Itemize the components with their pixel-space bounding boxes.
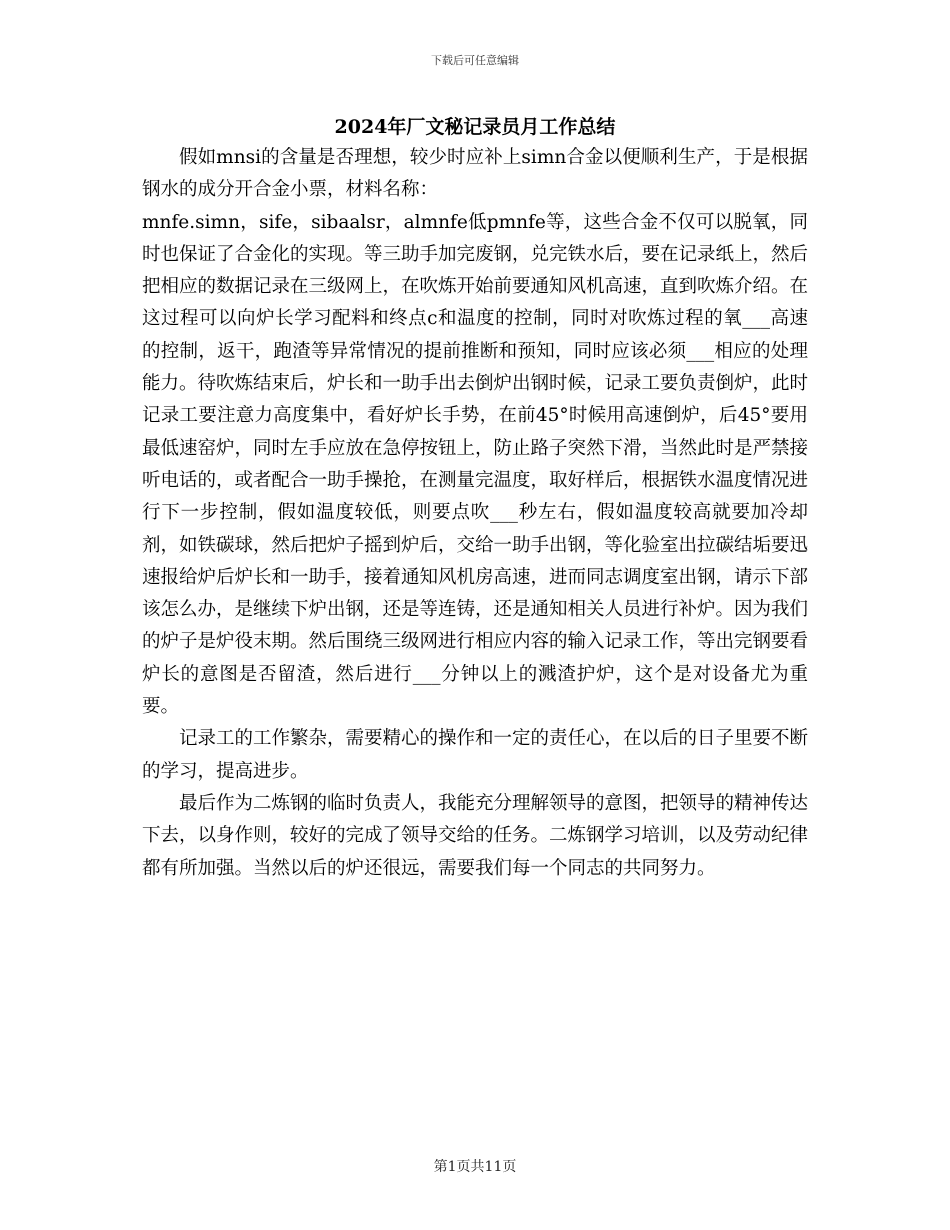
page-header-note: 下载后可任意编辑 bbox=[431, 54, 519, 67]
document-body bbox=[142, 112, 808, 885]
paragraph-3: 记录工的工作繁杂，需要精心的操作和一定的责任心，在以后的日子里要不断的学习，提高进步。 bbox=[142, 728, 809, 782]
paragraph-4: 最后作为二炼钢的临时负责人，我能充分理解领导的意图，把领导的精神传达下去，以身作则，较好的完成了领导交给的任务。二炼钢学习培训，以及劳动纪律都有所加强。当然以后的炉还很远，需要我们每一个同志的共同努力。 bbox=[142, 792, 809, 879]
paragraph-2: mnfe.simn，sife，sibaalsr，almnfe低pmnfe等，这些合金不仅可以脱氧，同时也保证了合金化的实现。等三助手加完废钢，兑完铁水后，要在记录纸上，然后把相应的数据记录在三级网上，在吹炼开始前要通知风机高速，直到吹炼介绍。在这过程可以向炉长学习配料和终点c和温度的控制，同时对吹炼过程的氧___高速的控制，返干，跑渣等异常情况的提前推断和预知，同时应该必须___相应的处理能力。待吹炼结束后，炉长和一助手出去倒炉出钢时候，记录工要负责倒炉，此时记录工要注意力高度集中，看好炉长手势，在前45°时候用高速倒炉，后45°要用最低速窑炉，同时左手应放在急停按钮上，防止路子突然下滑，当然此时是严禁接听电话的，或者配合一助手操抢，在测量完温度，取好样后，根据铁水温度情况进行下一步控制，假如温度较低，则要点吹___秒左右，假如温度较高就要加冷却剂，如铁碳球，然后把炉子摇到炉后，交给一助手出钢，等化验室出拉碳结垢要迅速报给炉后炉长和一助手，接着通知风机房高速，进而同志调度室出钢，请示下部该怎么办，是继续下炉出钢，还是等连铸，还是通知相关人员进行补炉。因为我们的炉子是炉役末期。然后围绕三级网进行相应内容的输入记录工作，等出完钢要看炉长的意图是否留渣，然后进行___分钟以上的溅渣护炉，这个是对设备尤为重要。 bbox=[142, 211, 809, 718]
document-title: 2024年厂文秘记录员月工作总结 bbox=[334, 116, 616, 138]
paragraph-1: 假如mnsi的含量是否理想，较少时应补上simn合金以便顺利生产，于是根据钢水的成分开合金小票，材料名称： bbox=[142, 147, 808, 201]
page-number: 第1页共11页 bbox=[433, 1159, 517, 1175]
